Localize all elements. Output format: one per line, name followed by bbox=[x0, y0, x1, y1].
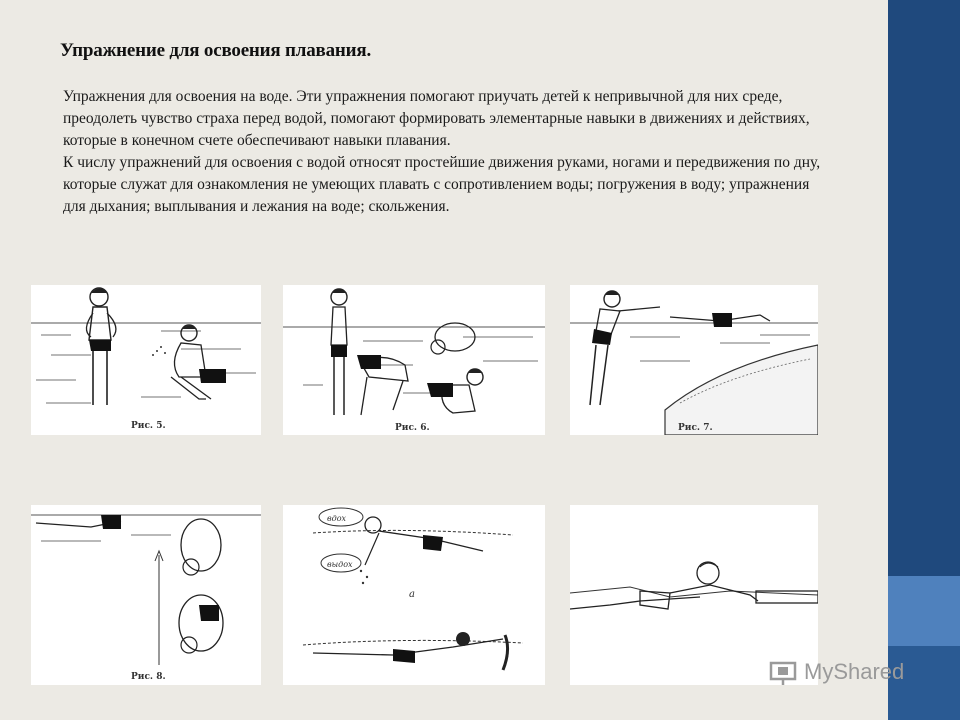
figure-3-caption: Рис. 7. bbox=[678, 423, 713, 433]
inhale-label: вдох bbox=[327, 514, 347, 523]
figure-letter-a: а bbox=[409, 589, 415, 600]
slide-title: Упражнение для освоения плавания. bbox=[60, 40, 372, 61]
figure-5-illustration bbox=[283, 505, 545, 685]
exhale-label: выдох bbox=[327, 560, 353, 569]
presentation-icon bbox=[768, 657, 798, 687]
figure-4-illustration bbox=[31, 505, 261, 685]
slide-body bbox=[63, 86, 823, 218]
figure-1-caption: Рис. 5. bbox=[131, 421, 166, 431]
figure-2-caption: Рис. 6. bbox=[395, 423, 430, 433]
watermark bbox=[768, 657, 904, 687]
figure-2-illustration bbox=[283, 285, 545, 435]
figure-3-illustration bbox=[570, 285, 818, 435]
sidebar-accent-block bbox=[888, 576, 960, 646]
figure-1-illustration bbox=[31, 285, 261, 435]
figure-4-caption: Рис. 8. bbox=[131, 672, 166, 682]
watermark-text: MyShared bbox=[804, 659, 905, 684]
paragraph-2: К числу упражнений для освоения с водой относят простейшие движения руками, ногами и передвижения по дну, которые служат для ознакомления не умеющих плавать с сопротивлением воды; погружения в воду; упражнения для дыхания; выплывания и лежания на воде; скольжения. bbox=[63, 154, 821, 215]
paragraph-1: Упражнения для освоения на воде. Эти упражнения помогают приучать детей к непривычной для них среде, преодолеть чувство страха перед водой, помогают формировать элементарные навыки в движениях и действиях, которые в конечном счете обеспечивают навыки плавания. bbox=[63, 88, 810, 149]
